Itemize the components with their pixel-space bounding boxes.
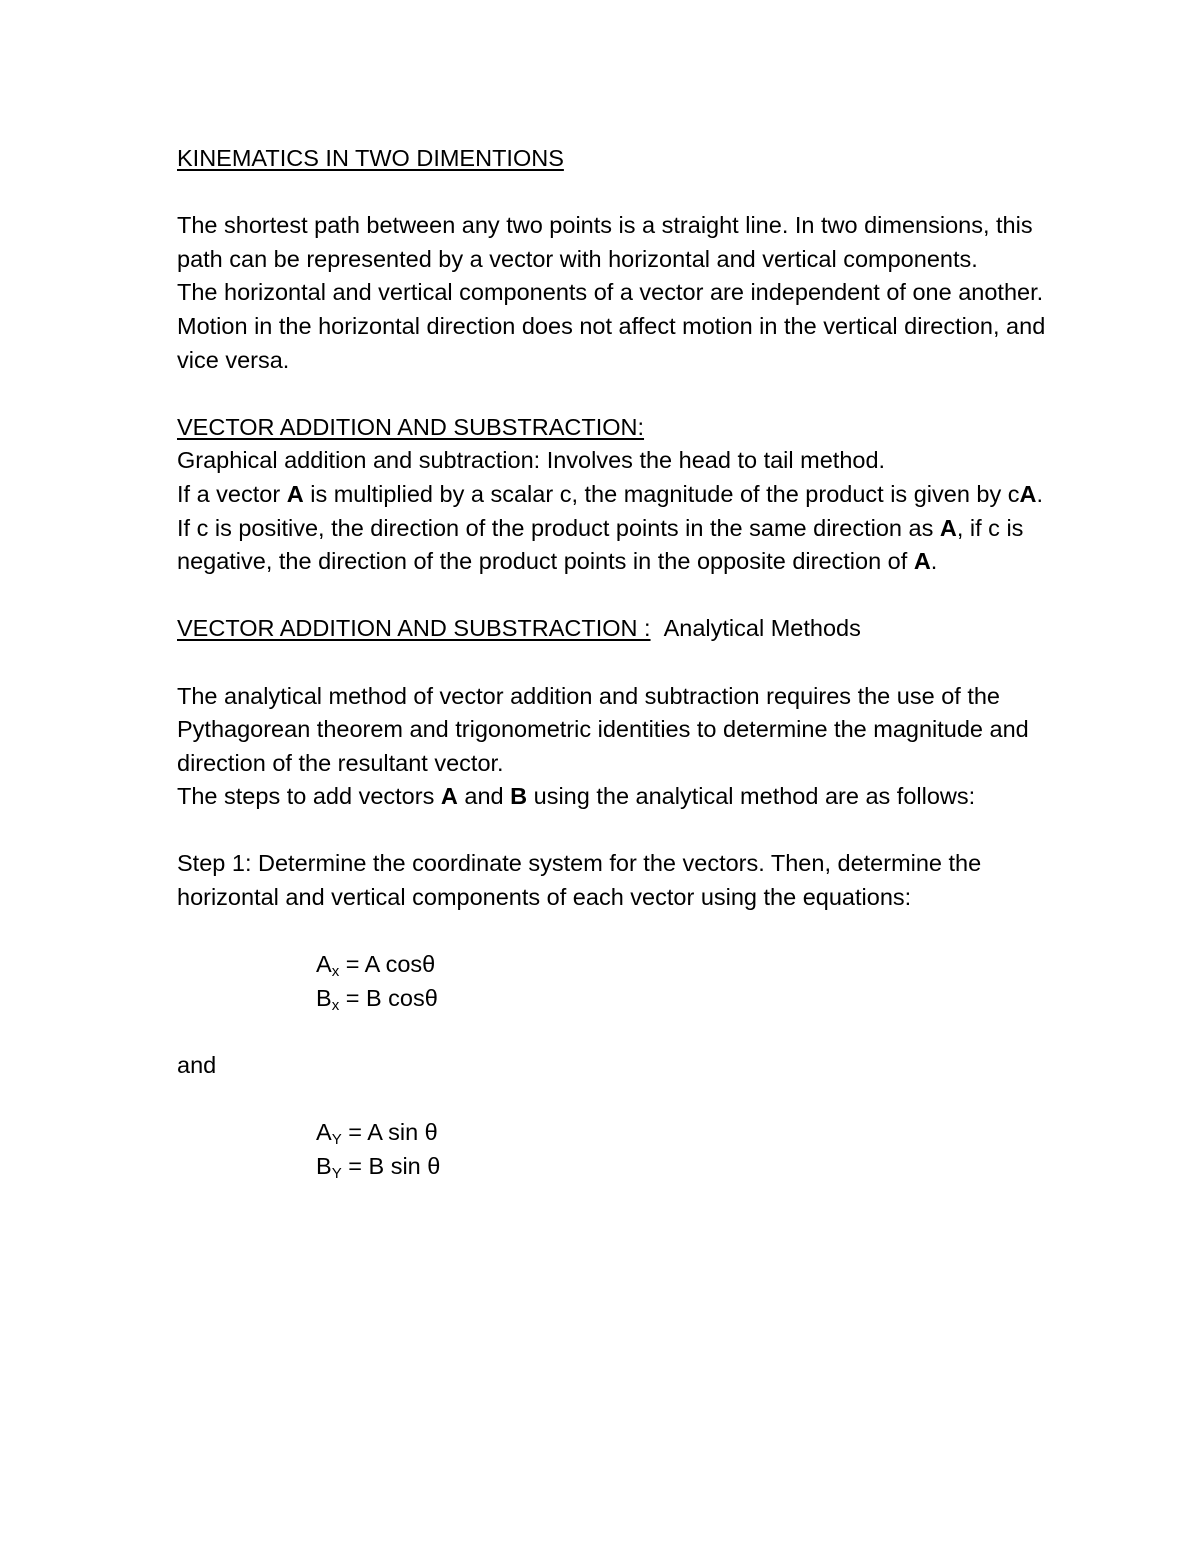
equation-ay: AY = A sin θ xyxy=(316,1119,438,1149)
analytical-method-paragraph: The analytical method of vector addition and subtraction requires the use of the Pythagorean theorem and trigonometric identities to determine the magnitude and direction of the resultant vector. xyxy=(177,682,1029,776)
graphical-method-paragraph: Graphical addition and subtraction: Involves the head to tail method. xyxy=(177,447,886,474)
intro-paragraph-2: The horizontal and vertical components of a vector are independent of one another. Motion in the horizontal direction does not affect motion in the vertical direction, and vice versa. xyxy=(177,279,1046,373)
step-1-paragraph: Step 1: Determine the coordinate system for the vectors. Then, determine the horizontal and vertical components of each vector using the equations: xyxy=(177,850,982,911)
page-title: KINEMATICS IN TWO DIMENTIONS xyxy=(177,145,564,171)
steps-intro-paragraph: The steps to add vectors A and B using the analytical method are as follows: xyxy=(177,783,976,810)
equation-bx: Bx = B cosθ xyxy=(316,984,438,1014)
scalar-multiplication-paragraph: If a vector A is multiplied by a scalar c, the magnitude of the product is given by cA. If c is positive, the direction of the product points in the same direction as A, if c is negative, the direction of the product points in the opposite direction of A. xyxy=(177,480,1044,575)
equation-by: BY = B sin θ xyxy=(316,1152,441,1182)
equation-ax: Ax = A cosθ xyxy=(316,951,436,981)
section-heading-vector-addition: VECTOR ADDITION AND SUBSTRACTION: xyxy=(177,413,645,440)
document-content xyxy=(177,142,1057,1183)
equation-connector-and: and xyxy=(177,1052,217,1079)
intro-paragraph-1: The shortest path between any two points is a straight line. In two dimensions, this path can be represented by a vector with horizontal and vertical components. xyxy=(177,212,1033,272)
section-heading-analytical: VECTOR ADDITION AND SUBSTRACTION : Analytical Methods xyxy=(177,615,861,642)
